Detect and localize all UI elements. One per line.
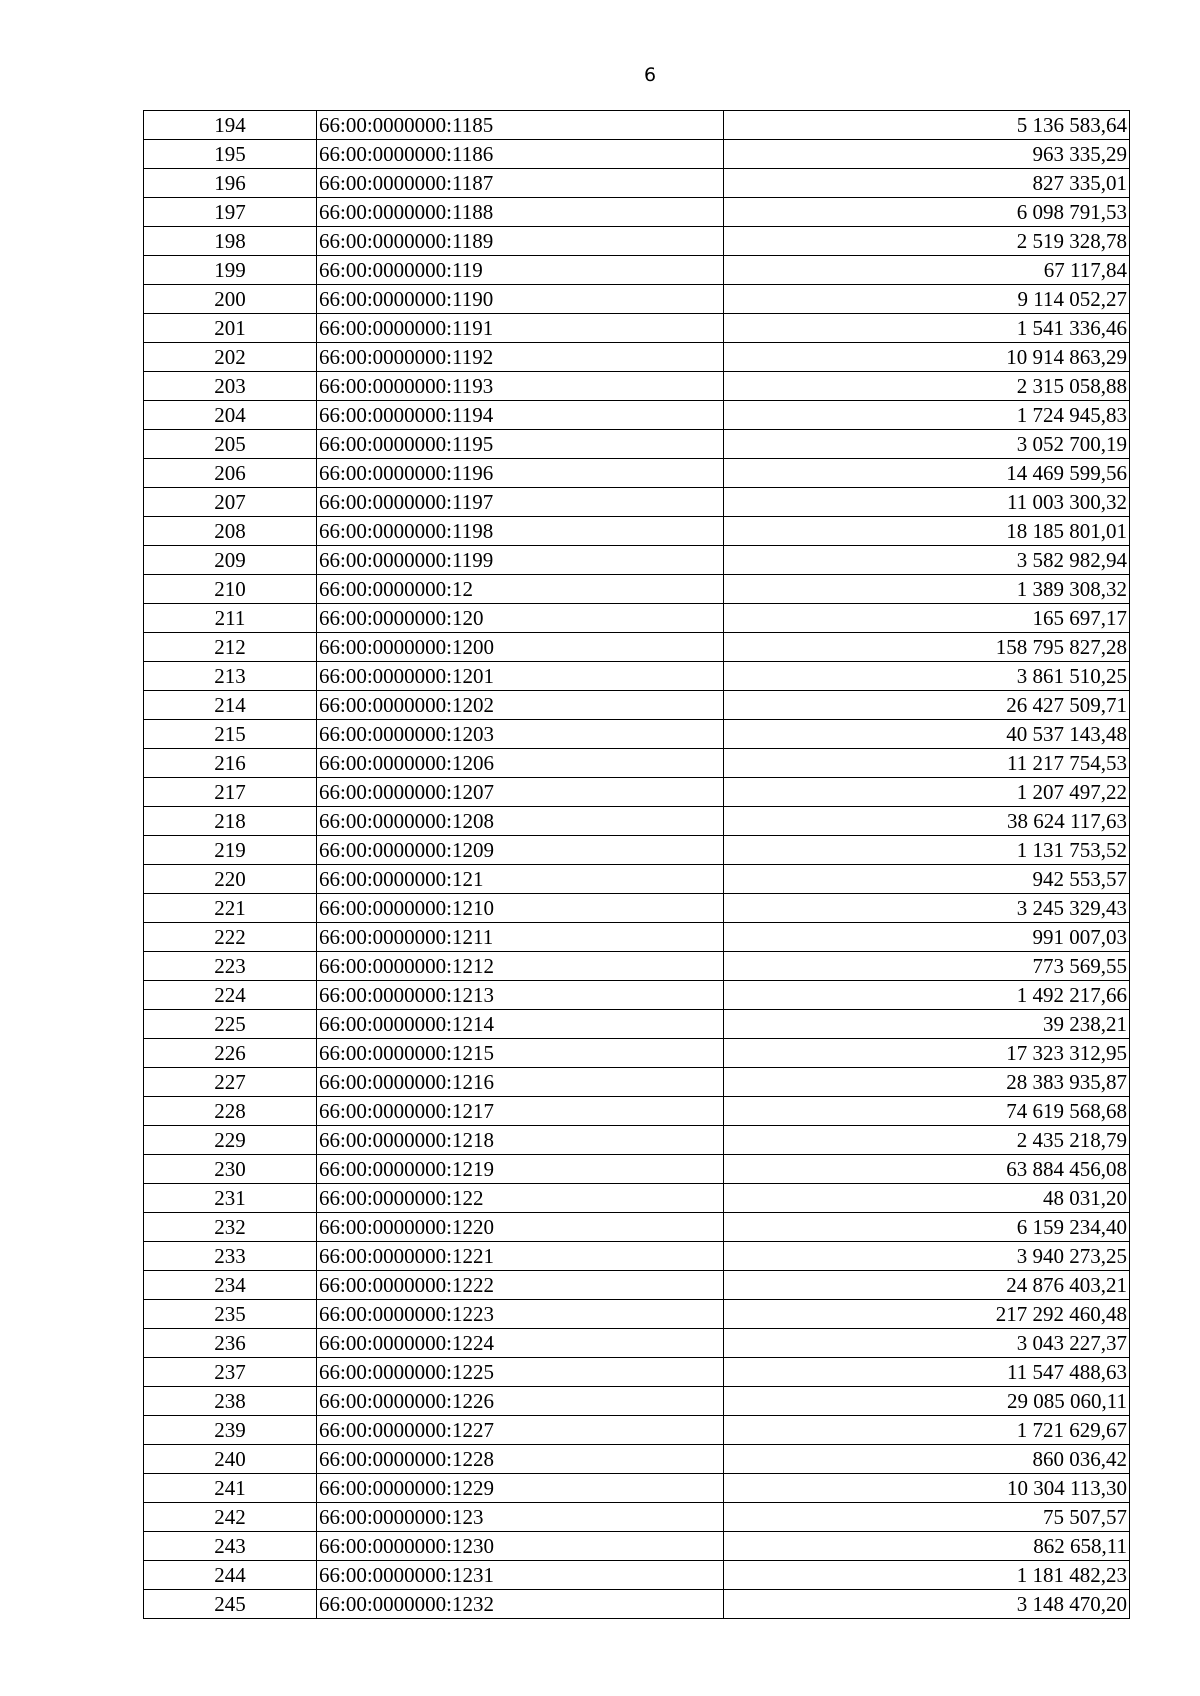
table-row <box>144 1503 1130 1532</box>
table-row <box>144 343 1130 372</box>
cadastral-table <box>143 110 1130 1619</box>
cadastral-value: 217 292 460,48 <box>724 1300 1130 1329</box>
cadastral-value: 991 007,03 <box>724 923 1130 952</box>
cadastral-number: 66:00:0000000:1208 <box>317 807 724 836</box>
table-row <box>144 1010 1130 1039</box>
cadastral-number: 66:00:0000000:1216 <box>317 1068 724 1097</box>
cadastral-value: 1 541 336,46 <box>724 314 1130 343</box>
page-number: 6 <box>643 64 657 86</box>
row-number: 215 <box>144 720 317 749</box>
table-row <box>144 430 1130 459</box>
table-row <box>144 111 1130 140</box>
table-row <box>144 1387 1130 1416</box>
cadastral-value: 28 383 935,87 <box>724 1068 1130 1097</box>
row-number: 198 <box>144 227 317 256</box>
table-row <box>144 1300 1130 1329</box>
cadastral-number: 66:00:0000000:1212 <box>317 952 724 981</box>
row-number: 213 <box>144 662 317 691</box>
cadastral-value: 165 697,17 <box>724 604 1130 633</box>
cadastral-value: 11 003 300,32 <box>724 488 1130 517</box>
cadastral-number: 66:00:0000000:1219 <box>317 1155 724 1184</box>
table-row <box>144 285 1130 314</box>
cadastral-number: 66:00:0000000:12 <box>317 575 724 604</box>
table-row <box>144 488 1130 517</box>
cadastral-value: 6 098 791,53 <box>724 198 1130 227</box>
cadastral-value: 2 519 328,78 <box>724 227 1130 256</box>
cadastral-number: 66:00:0000000:121 <box>317 865 724 894</box>
cadastral-number: 66:00:0000000:1210 <box>317 894 724 923</box>
cadastral-number: 66:00:0000000:1207 <box>317 778 724 807</box>
table-row <box>144 372 1130 401</box>
table-row <box>144 1242 1130 1271</box>
cadastral-value: 862 658,11 <box>724 1532 1130 1561</box>
cadastral-value: 29 085 060,11 <box>724 1387 1130 1416</box>
row-number: 225 <box>144 1010 317 1039</box>
cadastral-value: 3 148 470,20 <box>724 1590 1130 1619</box>
table-body <box>144 111 1130 1619</box>
table-row <box>144 865 1130 894</box>
row-number: 228 <box>144 1097 317 1126</box>
cadastral-number: 66:00:0000000:120 <box>317 604 724 633</box>
cadastral-value: 18 185 801,01 <box>724 517 1130 546</box>
row-number: 210 <box>144 575 317 604</box>
row-number: 194 <box>144 111 317 140</box>
table-row <box>144 720 1130 749</box>
table-row <box>144 981 1130 1010</box>
cadastral-value: 63 884 456,08 <box>724 1155 1130 1184</box>
cadastral-number: 66:00:0000000:1203 <box>317 720 724 749</box>
cadastral-number: 66:00:0000000:1218 <box>317 1126 724 1155</box>
table-row <box>144 1445 1130 1474</box>
row-number: 233 <box>144 1242 317 1271</box>
cadastral-number: 66:00:0000000:1231 <box>317 1561 724 1590</box>
cadastral-value: 3 582 982,94 <box>724 546 1130 575</box>
table-row <box>144 546 1130 575</box>
cadastral-value: 827 335,01 <box>724 169 1130 198</box>
cadastral-number: 66:00:0000000:1206 <box>317 749 724 778</box>
table-row <box>144 1358 1130 1387</box>
row-number: 217 <box>144 778 317 807</box>
cadastral-value: 1 389 308,32 <box>724 575 1130 604</box>
row-number: 196 <box>144 169 317 198</box>
cadastral-number: 66:00:0000000:1190 <box>317 285 724 314</box>
cadastral-value: 1 181 482,23 <box>724 1561 1130 1590</box>
row-number: 212 <box>144 633 317 662</box>
table-row <box>144 1590 1130 1619</box>
cadastral-number: 66:00:0000000:1221 <box>317 1242 724 1271</box>
cadastral-value: 11 217 754,53 <box>724 749 1130 778</box>
table-row <box>144 604 1130 633</box>
cadastral-number: 66:00:0000000:1193 <box>317 372 724 401</box>
table-row <box>144 1329 1130 1358</box>
cadastral-number: 66:00:0000000:1214 <box>317 1010 724 1039</box>
cadastral-number: 66:00:0000000:1222 <box>317 1271 724 1300</box>
row-number: 244 <box>144 1561 317 1590</box>
table-row <box>144 894 1130 923</box>
row-number: 207 <box>144 488 317 517</box>
cadastral-number: 66:00:0000000:1199 <box>317 546 724 575</box>
cadastral-value: 10 304 113,30 <box>724 1474 1130 1503</box>
table-row <box>144 227 1130 256</box>
cadastral-number: 66:00:0000000:119 <box>317 256 724 285</box>
cadastral-value: 2 315 058,88 <box>724 372 1130 401</box>
row-number: 203 <box>144 372 317 401</box>
table-row <box>144 517 1130 546</box>
cadastral-value: 942 553,57 <box>724 865 1130 894</box>
cadastral-value: 1 207 497,22 <box>724 778 1130 807</box>
cadastral-number: 66:00:0000000:1209 <box>317 836 724 865</box>
cadastral-value: 3 861 510,25 <box>724 662 1130 691</box>
cadastral-number: 66:00:0000000:1192 <box>317 343 724 372</box>
table-row <box>144 1213 1130 1242</box>
table-row <box>144 1184 1130 1213</box>
table-row <box>144 1126 1130 1155</box>
row-number: 206 <box>144 459 317 488</box>
row-number: 232 <box>144 1213 317 1242</box>
table-row <box>144 923 1130 952</box>
table-row <box>144 256 1130 285</box>
table-row <box>144 575 1130 604</box>
cadastral-value: 2 435 218,79 <box>724 1126 1130 1155</box>
cadastral-value: 1 724 945,83 <box>724 401 1130 430</box>
cadastral-number: 66:00:0000000:1226 <box>317 1387 724 1416</box>
cadastral-number: 66:00:0000000:1217 <box>317 1097 724 1126</box>
cadastral-value: 158 795 827,28 <box>724 633 1130 662</box>
table-row <box>144 1155 1130 1184</box>
row-number: 218 <box>144 807 317 836</box>
table-row <box>144 1416 1130 1445</box>
cadastral-value: 5 136 583,64 <box>724 111 1130 140</box>
cadastral-number: 66:00:0000000:1187 <box>317 169 724 198</box>
row-number: 226 <box>144 1039 317 1068</box>
table-row <box>144 836 1130 865</box>
table-row <box>144 778 1130 807</box>
table-row <box>144 1532 1130 1561</box>
row-number: 211 <box>144 604 317 633</box>
row-number: 220 <box>144 865 317 894</box>
cadastral-value: 48 031,20 <box>724 1184 1130 1213</box>
table-row <box>144 1039 1130 1068</box>
cadastral-number: 66:00:0000000:1185 <box>317 111 724 140</box>
cadastral-value: 1 492 217,66 <box>724 981 1130 1010</box>
table-row <box>144 662 1130 691</box>
row-number: 242 <box>144 1503 317 1532</box>
cadastral-number: 66:00:0000000:1202 <box>317 691 724 720</box>
cadastral-value: 963 335,29 <box>724 140 1130 169</box>
row-number: 209 <box>144 546 317 575</box>
cadastral-value: 3 940 273,25 <box>724 1242 1130 1271</box>
row-number: 234 <box>144 1271 317 1300</box>
row-number: 214 <box>144 691 317 720</box>
table-row <box>144 1068 1130 1097</box>
table-row <box>144 140 1130 169</box>
row-number: 235 <box>144 1300 317 1329</box>
cadastral-number: 66:00:0000000:1188 <box>317 198 724 227</box>
row-number: 243 <box>144 1532 317 1561</box>
cadastral-number: 66:00:0000000:1223 <box>317 1300 724 1329</box>
cadastral-value: 1 721 629,67 <box>724 1416 1130 1445</box>
row-number: 227 <box>144 1068 317 1097</box>
cadastral-value: 24 876 403,21 <box>724 1271 1130 1300</box>
cadastral-number: 66:00:0000000:1194 <box>317 401 724 430</box>
row-number: 236 <box>144 1329 317 1358</box>
cadastral-number: 66:00:0000000:1227 <box>317 1416 724 1445</box>
table-row <box>144 1474 1130 1503</box>
row-number: 197 <box>144 198 317 227</box>
cadastral-number: 66:00:0000000:1213 <box>317 981 724 1010</box>
cadastral-value: 6 159 234,40 <box>724 1213 1130 1242</box>
table-row <box>144 198 1130 227</box>
cadastral-number: 66:00:0000000:1198 <box>317 517 724 546</box>
cadastral-number: 66:00:0000000:1191 <box>317 314 724 343</box>
row-number: 199 <box>144 256 317 285</box>
cadastral-value: 3 245 329,43 <box>724 894 1130 923</box>
row-number: 205 <box>144 430 317 459</box>
cadastral-value: 14 469 599,56 <box>724 459 1130 488</box>
cadastral-value: 3 043 227,37 <box>724 1329 1130 1358</box>
row-number: 200 <box>144 285 317 314</box>
row-number: 195 <box>144 140 317 169</box>
cadastral-value: 74 619 568,68 <box>724 1097 1130 1126</box>
table-row <box>144 314 1130 343</box>
cadastral-number: 66:00:0000000:1220 <box>317 1213 724 1242</box>
row-number: 224 <box>144 981 317 1010</box>
row-number: 221 <box>144 894 317 923</box>
row-number: 219 <box>144 836 317 865</box>
row-number: 222 <box>144 923 317 952</box>
cadastral-value: 38 624 117,63 <box>724 807 1130 836</box>
cadastral-number: 66:00:0000000:123 <box>317 1503 724 1532</box>
cadastral-number: 66:00:0000000:1196 <box>317 459 724 488</box>
row-number: 238 <box>144 1387 317 1416</box>
table-row <box>144 1097 1130 1126</box>
row-number: 216 <box>144 749 317 778</box>
cadastral-value: 26 427 509,71 <box>724 691 1130 720</box>
cadastral-number: 66:00:0000000:1232 <box>317 1590 724 1619</box>
row-number: 241 <box>144 1474 317 1503</box>
cadastral-number: 66:00:0000000:122 <box>317 1184 724 1213</box>
table-row <box>144 169 1130 198</box>
cadastral-number: 66:00:0000000:1197 <box>317 488 724 517</box>
row-number: 201 <box>144 314 317 343</box>
row-number: 240 <box>144 1445 317 1474</box>
cadastral-number: 66:00:0000000:1211 <box>317 923 724 952</box>
cadastral-value: 17 323 312,95 <box>724 1039 1130 1068</box>
cadastral-value: 11 547 488,63 <box>724 1358 1130 1387</box>
cadastral-number: 66:00:0000000:1224 <box>317 1329 724 1358</box>
cadastral-number: 66:00:0000000:1186 <box>317 140 724 169</box>
row-number: 202 <box>144 343 317 372</box>
table-row <box>144 691 1130 720</box>
row-number: 231 <box>144 1184 317 1213</box>
row-number: 245 <box>144 1590 317 1619</box>
cadastral-number: 66:00:0000000:1230 <box>317 1532 724 1561</box>
cadastral-value: 773 569,55 <box>724 952 1130 981</box>
row-number: 223 <box>144 952 317 981</box>
row-number: 204 <box>144 401 317 430</box>
cadastral-number: 66:00:0000000:1200 <box>317 633 724 662</box>
table-row <box>144 749 1130 778</box>
table-row <box>144 459 1130 488</box>
table-row <box>144 1561 1130 1590</box>
cadastral-value: 10 914 863,29 <box>724 343 1130 372</box>
cadastral-value: 40 537 143,48 <box>724 720 1130 749</box>
table-row <box>144 1271 1130 1300</box>
cadastral-value: 9 114 052,27 <box>724 285 1130 314</box>
table-row <box>144 633 1130 662</box>
row-number: 230 <box>144 1155 317 1184</box>
cadastral-value: 3 052 700,19 <box>724 430 1130 459</box>
row-number: 239 <box>144 1416 317 1445</box>
table-row <box>144 807 1130 836</box>
table-row <box>144 401 1130 430</box>
cadastral-value: 75 507,57 <box>724 1503 1130 1532</box>
row-number: 208 <box>144 517 317 546</box>
cadastral-number: 66:00:0000000:1195 <box>317 430 724 459</box>
table-row <box>144 952 1130 981</box>
row-number: 229 <box>144 1126 317 1155</box>
cadastral-number: 66:00:0000000:1189 <box>317 227 724 256</box>
cadastral-value: 39 238,21 <box>724 1010 1130 1039</box>
cadastral-value: 1 131 753,52 <box>724 836 1130 865</box>
cadastral-number: 66:00:0000000:1229 <box>317 1474 724 1503</box>
cadastral-number: 66:00:0000000:1225 <box>317 1358 724 1387</box>
row-number: 237 <box>144 1358 317 1387</box>
cadastral-number: 66:00:0000000:1201 <box>317 662 724 691</box>
cadastral-number: 66:00:0000000:1215 <box>317 1039 724 1068</box>
cadastral-number: 66:00:0000000:1228 <box>317 1445 724 1474</box>
cadastral-value: 860 036,42 <box>724 1445 1130 1474</box>
cadastral-value: 67 117,84 <box>724 256 1130 285</box>
